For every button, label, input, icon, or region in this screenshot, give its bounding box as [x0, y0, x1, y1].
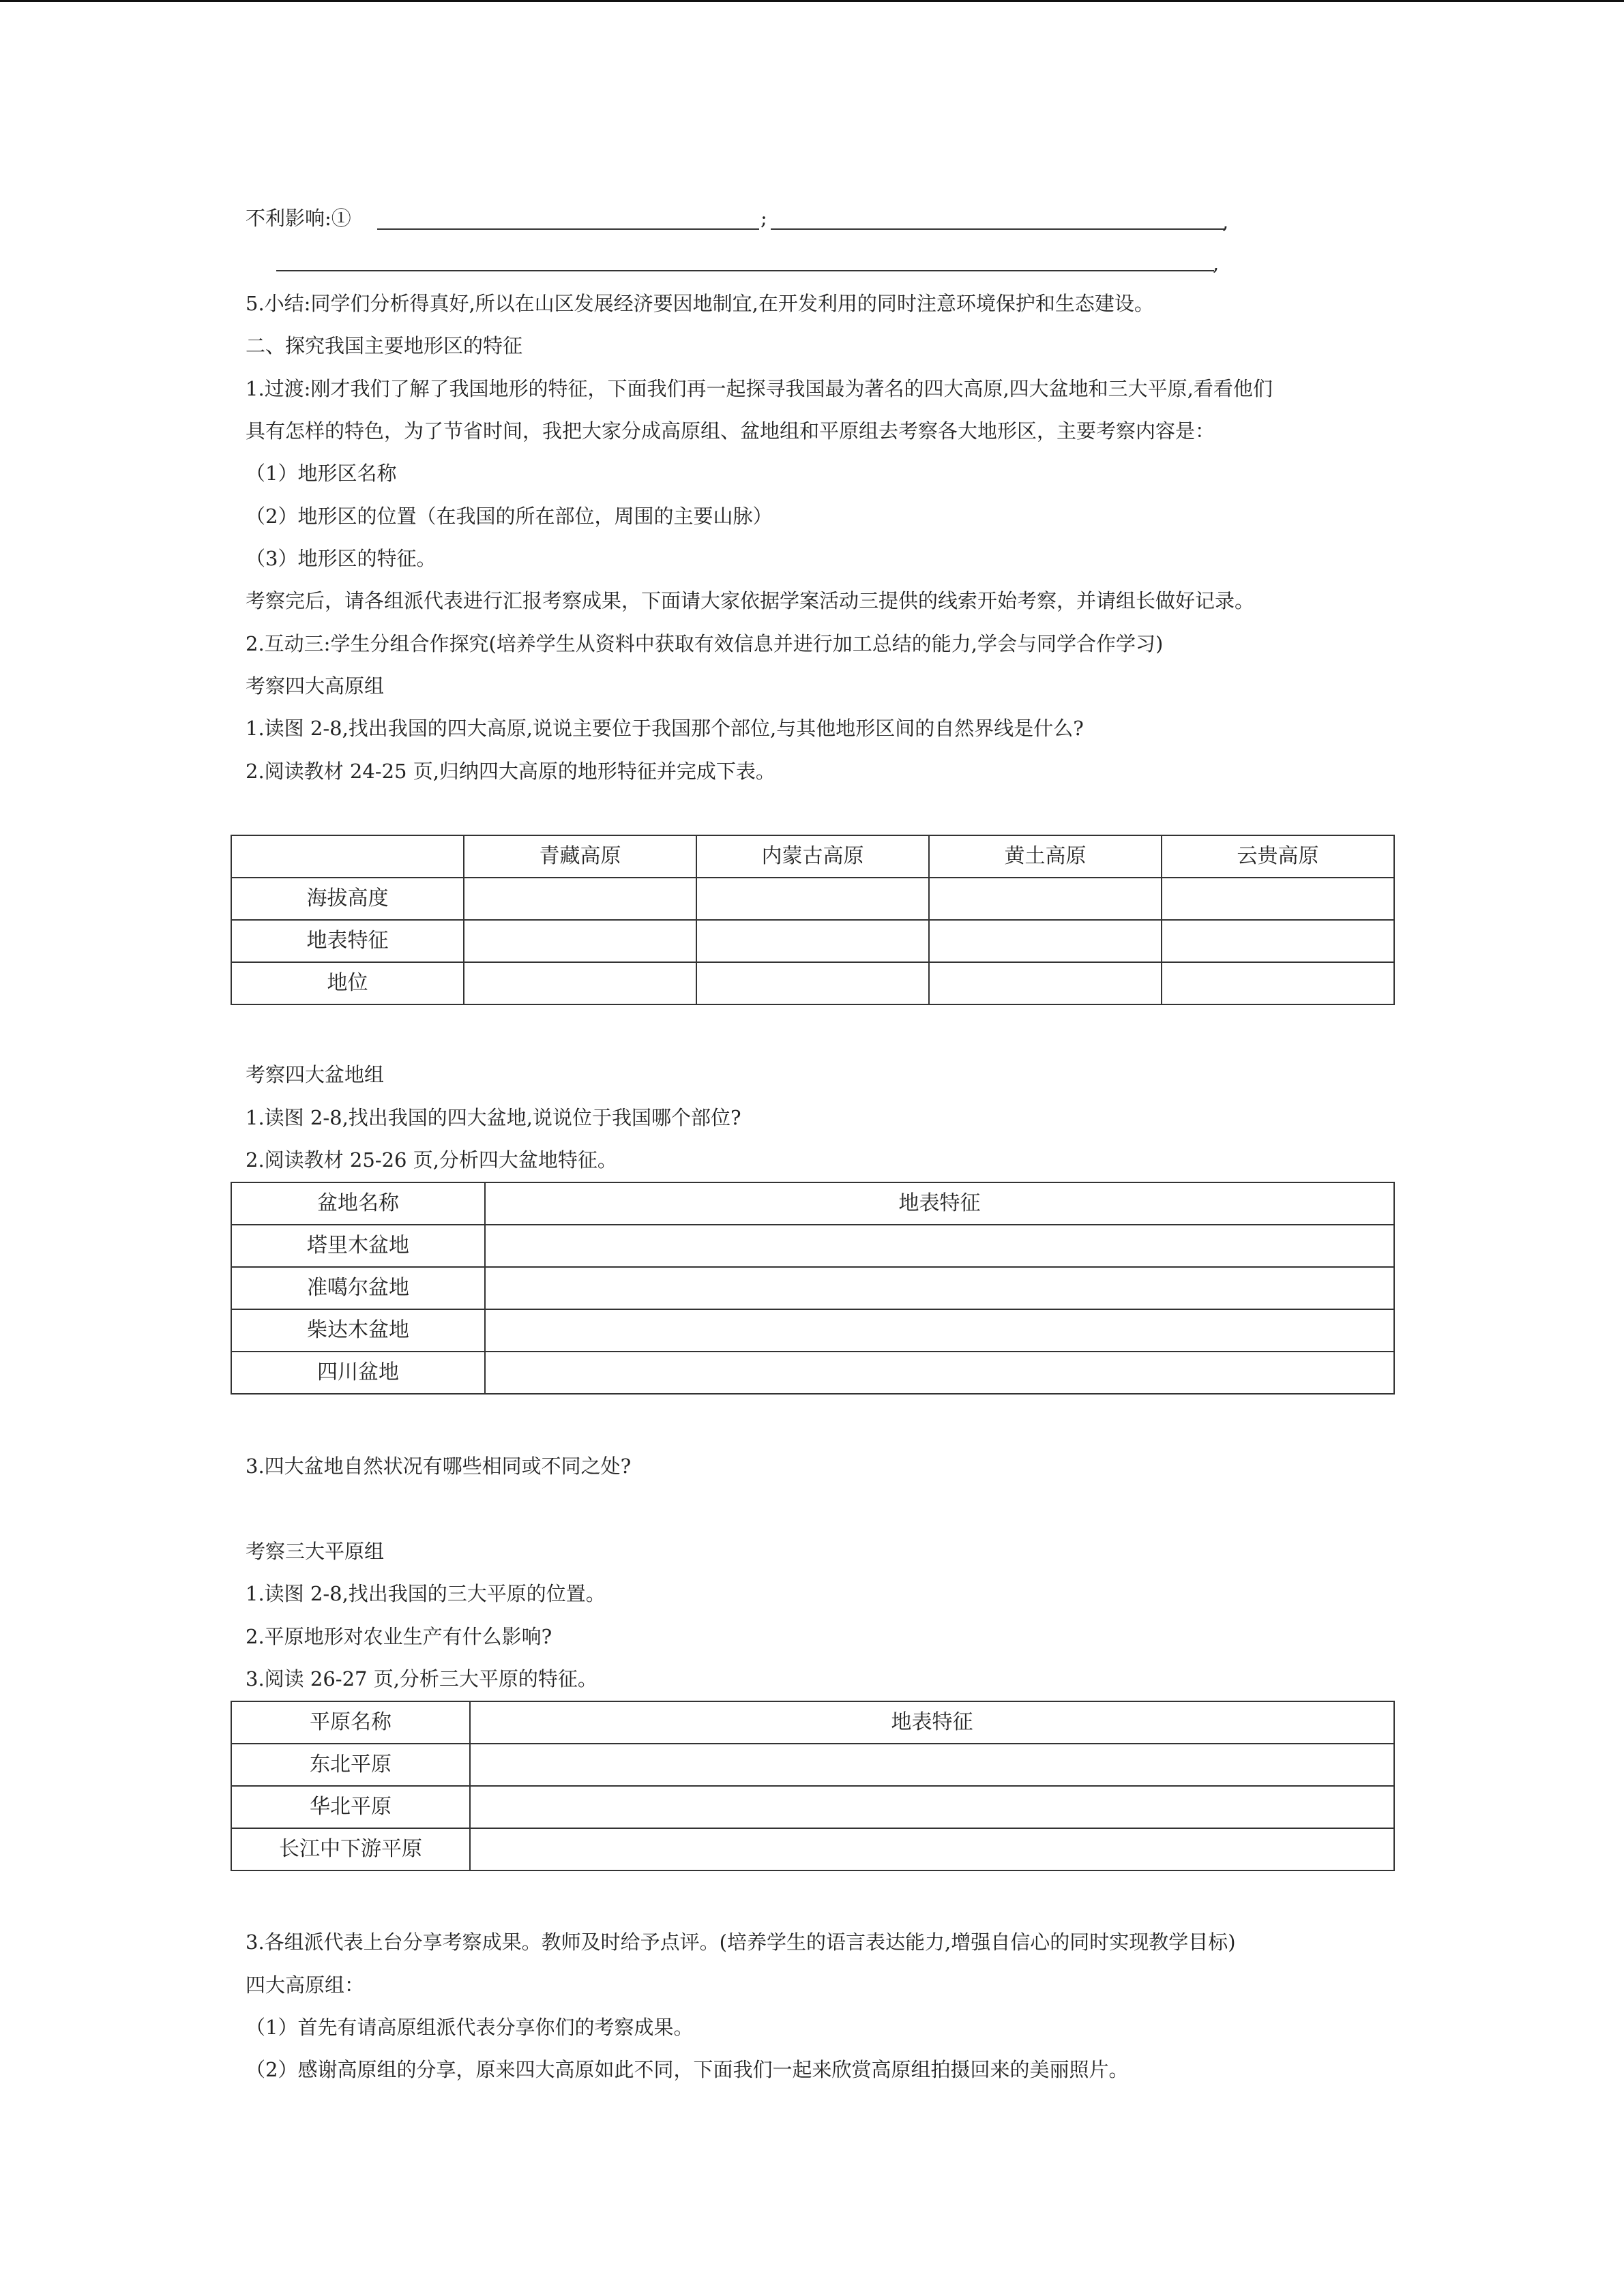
page-top-border	[0, 0, 1624, 2]
table-row	[231, 1828, 1394, 1870]
share-results-text: 3.各组派代表上台分享考察成果。教师及时给予点评。(培养学生的语言表达能力,增强自信心的同时实现教学目标)	[246, 1930, 1236, 1954]
basin-group-heading: 考察四大盆地组	[246, 1063, 385, 1086]
table-cell	[470, 1786, 1394, 1828]
table-row-label: 长江中下游平原	[231, 1828, 470, 1870]
basin-table	[231, 1182, 1395, 1395]
table-row-label: 准噶尔盆地	[231, 1267, 485, 1309]
plateau-group-heading: 考察四大高原组	[246, 674, 385, 698]
table-cell	[696, 878, 929, 920]
table-row	[231, 1744, 1394, 1786]
table-cell	[929, 878, 1162, 920]
table-row-label: 四川盆地	[231, 1352, 485, 1394]
table-row-label: 华北平原	[231, 1786, 470, 1828]
table-row	[231, 878, 1394, 920]
adverse-impact-label: 不利影响:①	[246, 207, 351, 230]
share-step-2: （2）感谢高原组的分享，原来四大高原如此不同，下面我们一起来欣赏高原组拍摄回来的美丽照片。	[246, 2058, 1129, 2081]
table-row-label: 柴达木盆地	[231, 1309, 485, 1352]
table-row	[231, 1267, 1394, 1309]
table-cell	[929, 962, 1162, 1004]
plain-question-2: 2.平原地形对农业生产有什么影响?	[246, 1625, 552, 1648]
table-cell	[485, 1225, 1394, 1267]
table-row	[231, 1225, 1394, 1267]
inspect-item-2: （2）地形区的位置（在我国的所在部位，周围的主要山脉）	[246, 505, 773, 528]
section-heading-landforms: 二、探究我国主要地形区的特征	[246, 334, 523, 357]
table-cell	[1162, 920, 1394, 962]
transition-text-2: 具有怎样的特色，为了节省时间，我把大家分成高原组、盆地组和平原组去考察各大地形区，主要考察内容是：	[246, 419, 1215, 443]
table-cell	[929, 920, 1162, 962]
table-row	[231, 1786, 1394, 1828]
plateau-question-2: 2.阅读教材 24-25 页,归纳四大高原的地形特征并完成下表。	[246, 760, 776, 783]
share-step-1: （1）首先有请高原组派代表分享你们的考察成果。	[246, 2016, 694, 2039]
table-cell	[485, 1352, 1394, 1394]
plateau-table	[231, 835, 1395, 1005]
plateau-question-1: 1.读图 2-8,找出我国的四大高原,说说主要位于我国那个部位,与其他地形区间的自然界线是什么?	[246, 717, 1084, 740]
table-row-label: 地位	[231, 962, 464, 1004]
table-cell	[470, 1828, 1394, 1870]
table-cell	[470, 1744, 1394, 1786]
adverse-impact-semicolon: ;	[761, 207, 767, 230]
transition-text-1: 1.过渡:刚才我们了解了我国地形的特征，下面我们再一起探寻我国最为著名的四大高原,四大盆地和三大平原,看看他们	[246, 377, 1273, 400]
table-row	[231, 962, 1394, 1004]
basin-question-3: 3.四大盆地自然状况有哪些相同或不同之处?	[246, 1455, 632, 1478]
table-row	[231, 1309, 1394, 1352]
table-row	[231, 1182, 1394, 1225]
table-row-label: 东北平原	[231, 1744, 470, 1786]
summary-text: 5.小结:同学们分析得真好,所以在山区发展经济要因地制宜,在开发利用的同时注意环境保护和生态建设。	[246, 292, 1154, 315]
adverse-impact-blank-2	[771, 228, 1224, 230]
table-header-cell: 青藏高原	[464, 835, 696, 878]
table-cell	[464, 878, 696, 920]
plain-question-3: 3.阅读 26-27 页,分析三大平原的特征。	[246, 1667, 597, 1690]
table-cell	[1162, 878, 1394, 920]
table-header-cell: 内蒙古高原	[696, 835, 929, 878]
table-row-label: 地表特征	[231, 920, 464, 962]
table-row	[231, 835, 1394, 878]
table-cell	[485, 1309, 1394, 1352]
plateau-group-label: 四大高原组：	[246, 1973, 365, 1997]
interaction-three-text: 2.互动三:学生分组合作探究(培养学生从资料中获取有效信息并进行加工总结的能力,学会与同学合作学习)	[246, 632, 1164, 655]
plain-question-1: 1.读图 2-8,找出我国的三大平原的位置。	[246, 1582, 606, 1605]
table-row-label: 塔里木盆地	[231, 1225, 485, 1267]
inspect-item-3: （3）地形区的特征。	[246, 547, 437, 570]
adverse-impact-comma-1: ,	[1222, 210, 1229, 233]
basin-question-1: 1.读图 2-8,找出我国的四大盆地,说说位于我国哪个部位?	[246, 1106, 741, 1129]
table-row	[231, 920, 1394, 962]
table-header-cell: 盆地名称	[231, 1182, 485, 1225]
table-header-cell: 云贵高原	[1162, 835, 1394, 878]
table-cell	[696, 920, 929, 962]
table-header-cell	[231, 835, 464, 878]
inspect-item-1: （1）地形区名称	[246, 462, 397, 485]
table-row	[231, 1701, 1394, 1744]
table-cell	[696, 962, 929, 1004]
adverse-impact-blank-3	[276, 270, 1214, 271]
table-header-cell: 地表特征	[485, 1182, 1394, 1225]
table-cell	[464, 962, 696, 1004]
adverse-impact-comma-2: ,	[1213, 252, 1220, 275]
table-header-cell: 地表特征	[470, 1701, 1394, 1744]
table-row-label: 海拔高度	[231, 878, 464, 920]
adverse-impact-blank-1	[377, 228, 759, 230]
after-inspect-text: 考察完后，请各组派代表进行汇报考察成果，下面请大家依据学案活动三提供的线索开始考察，并请组长做好记录。	[246, 589, 1255, 612]
table-header-cell: 黄土高原	[929, 835, 1162, 878]
table-cell	[485, 1267, 1394, 1309]
table-header-cell: 平原名称	[231, 1701, 470, 1744]
plain-group-heading: 考察三大平原组	[246, 1540, 385, 1563]
table-cell	[1162, 962, 1394, 1004]
table-row	[231, 1352, 1394, 1394]
plain-table	[231, 1701, 1395, 1871]
table-cell	[464, 920, 696, 962]
basin-question-2: 2.阅读教材 25-26 页,分析四大盆地特征。	[246, 1148, 617, 1172]
